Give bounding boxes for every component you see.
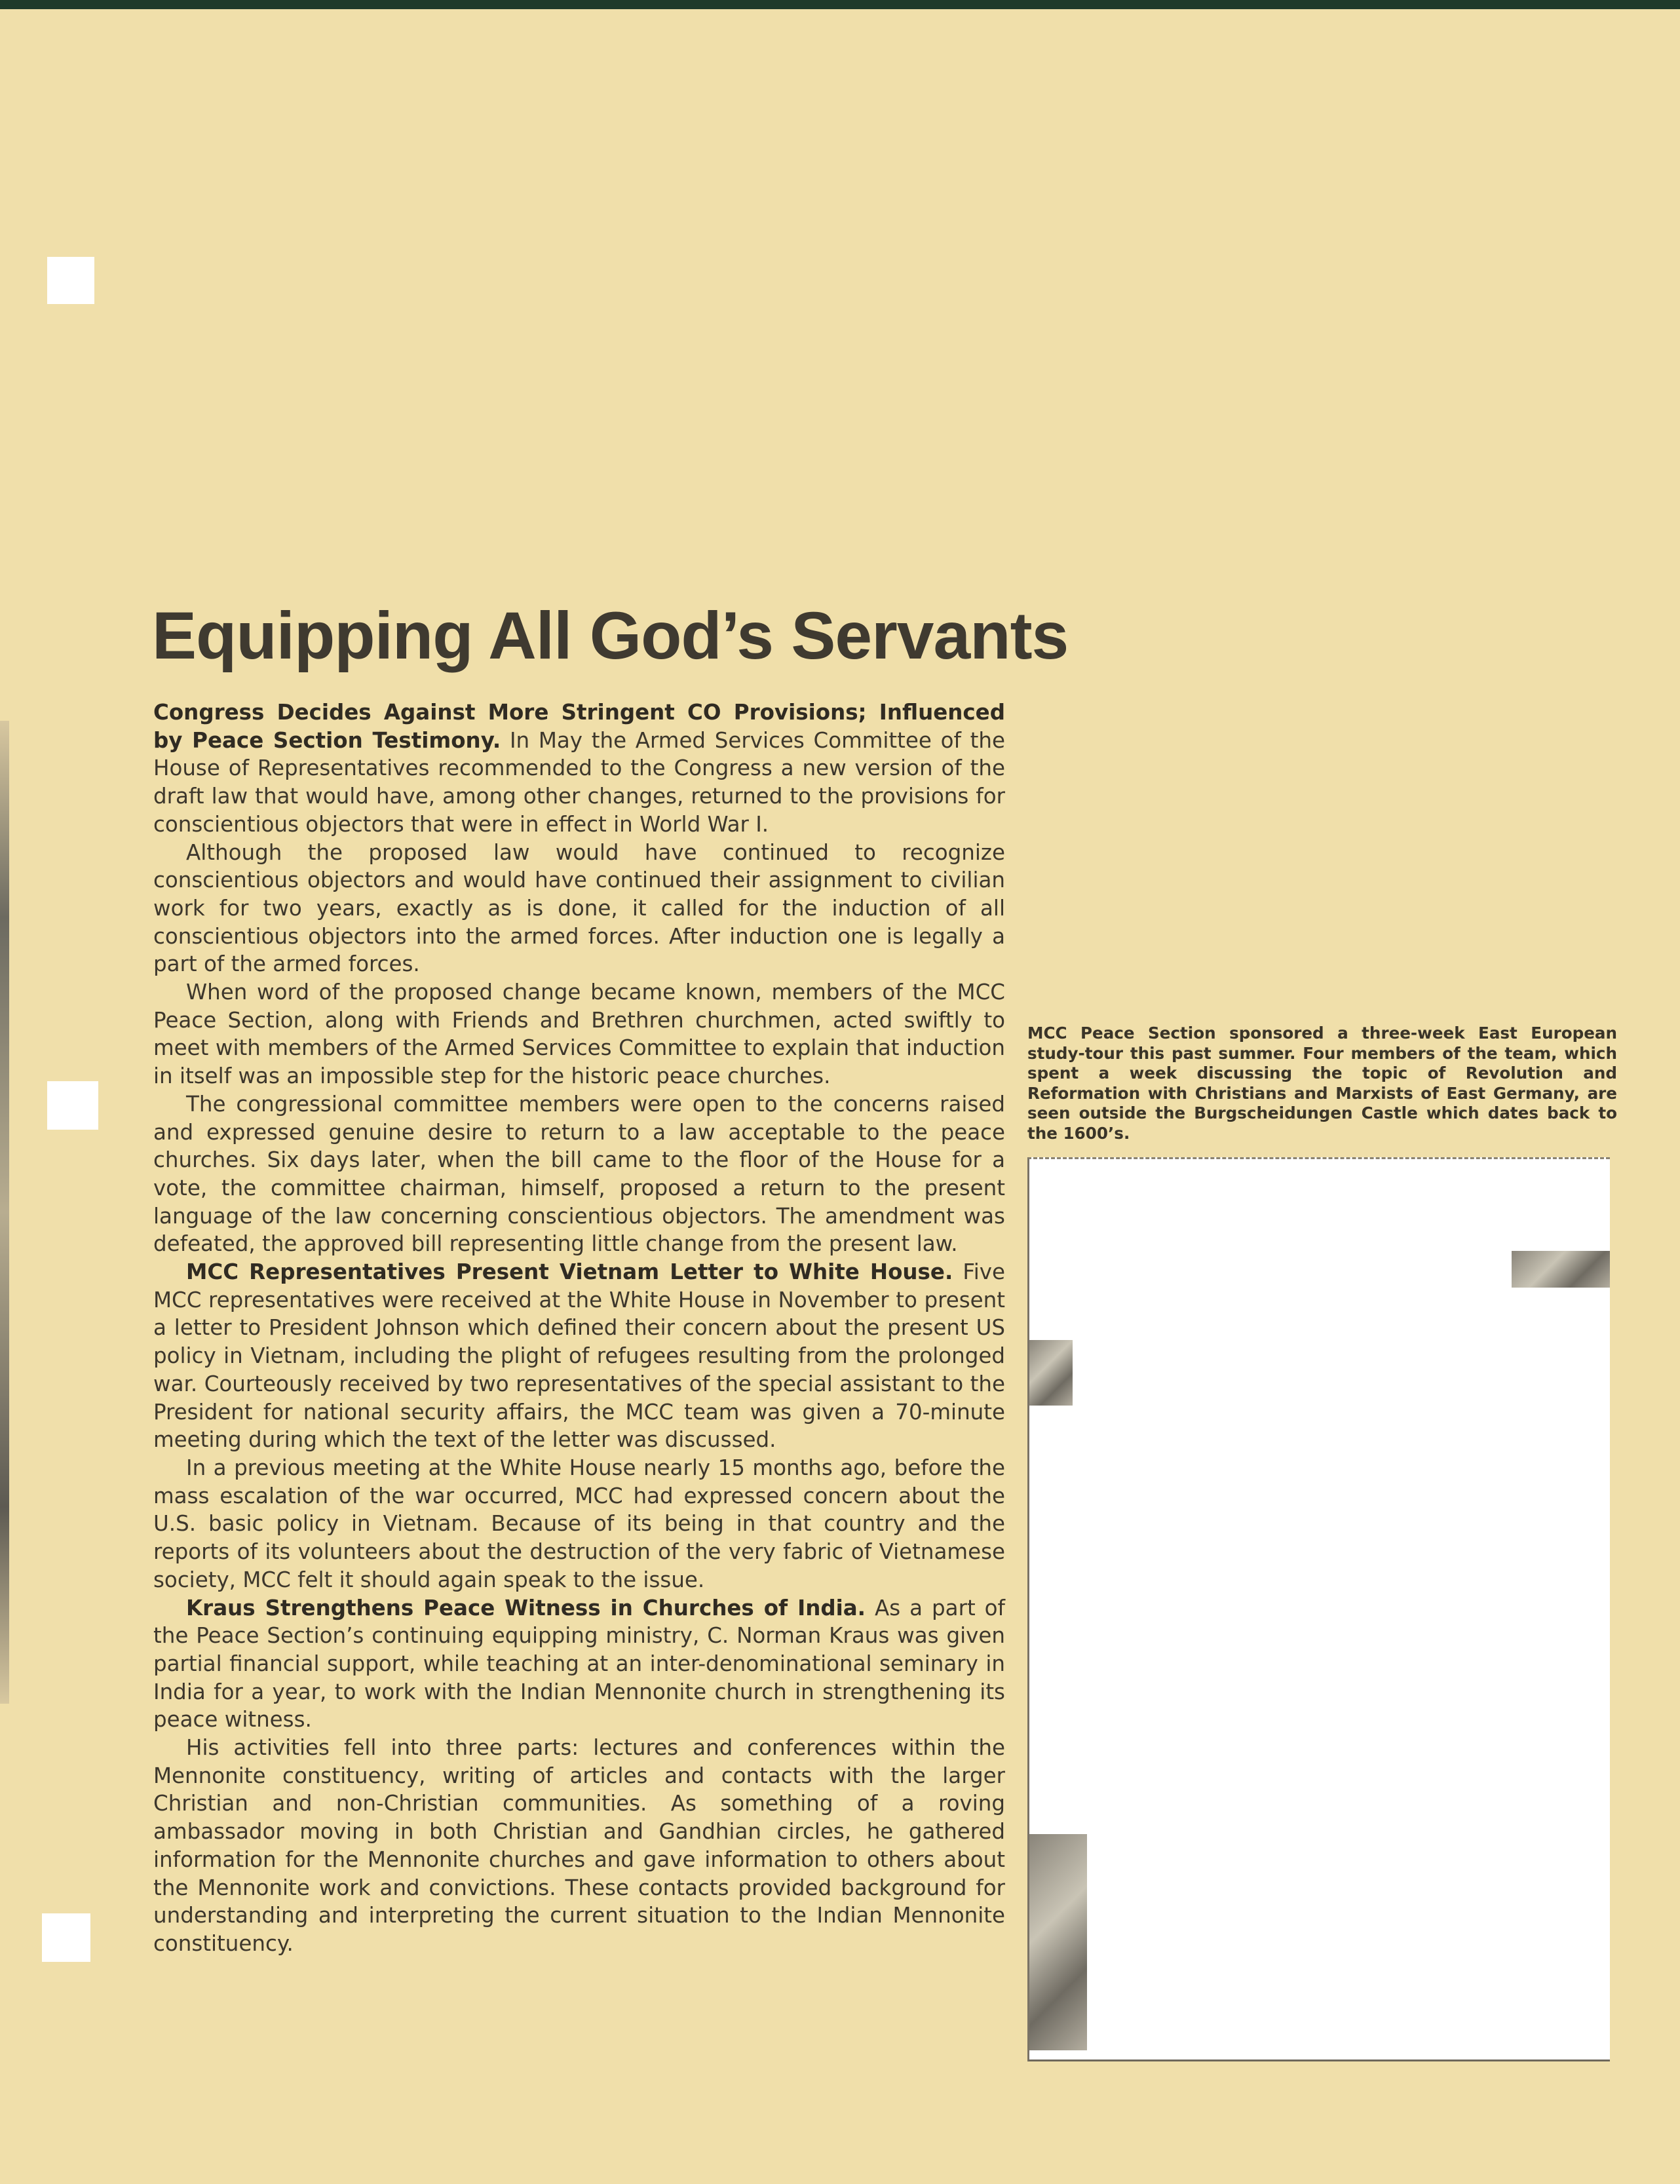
punch-hole-middle [47,1081,98,1130]
section-heading: Congress Decides Against More Stringent CO Provisions; Influenced by Peace Section Testimony. [153,700,1005,753]
article-title: Equipping All God’s Servants [152,598,1069,673]
section-heading: Kraus Strengthens Peace Witness in Churches of India. [186,1595,866,1620]
article-paragraph: The congressional committee members were open to the concerns raised and expressed genuine desire to return to a law acceptable to the peace churches. Six days later, when the bill came to the floor of the House for a vote, the committee chairman, himself, proposed a return to the present language of the law concerning conscientious objectors. The amendment was defeated, the approved bill representing little change from the present law. [153,1091,1005,1257]
photo-fragment [1029,1340,1073,1406]
section-heading: MCC Representatives Present Vietnam Letter to White House. [186,1259,953,1285]
article-paragraph [153,699,1005,839]
article-paragraph: Although the proposed law would have continued to recognize conscientious objectors and would have continued their assignment to civilian work for two years, exactly as is done, it called for the induction of all conscientious objectors into the armed forces. After induction one is legally a part of the armed forces. [153,839,1005,977]
article-paragraph: When word of the proposed change became known, members of the MCC Peace Section, along with Friends and Brethren churchmen, acted swiftly to meet with members of the Armed Services Committee to explain that induction in itself was an impossible step for the historic peace churches. [153,980,1005,1089]
punch-hole-top [47,257,94,304]
photo-caption: MCC Peace Section sponsored a three-week East European study-tour this past summer. Four members of the team, which spent a week discussing the topic of Revolution and Reformation with Christians and Marxists of East Germany, are seen outside the Burgscheidungen Castle which dates back to the 1600’s. [1027,1024,1617,1143]
article-paragraph: In a previous meeting at the White House nearly 15 months ago, before the mass escalation of the war occurred, MCC had expressed concern about the U.S. basic policy in Vietnam. Because of its being in that country and the reports of its volunteers about the destruction of the very fabric of Vietnamese society, MCC felt it should again speak to the issue. [153,1455,1005,1592]
page-top-edge [0,0,1680,9]
punch-hole-bottom [42,1913,90,1962]
photo-fragment [1512,1251,1610,1288]
article-paragraph [153,1258,1005,1454]
article-paragraph [153,1594,1005,1734]
page-binding-edge [0,721,9,1704]
paragraph-text: As a part of the Peace Section’s continuing equipping ministry, C. Norman Kraus was given partial financial support, while teaching at an inter-denominational seminary in India for a year, to work with the Indian Mennonite church in strengthening its peace witness. [153,1595,1005,1733]
photo-fragment [1029,1834,1087,2050]
article-paragraph: His activities fell into three parts: lectures and conferences within the Mennonite constituency, writing of articles and contacts with the larger Christian and non-Christian communities. As something of a roving ambassador moving in both Christian and Gandhian circles, he gathered information for the Mennonite churches and gave information to others about the Mennonite work and convictions. These contacts provided background for understanding and interpreting the current situation to the Indian Mennonite constituency. [153,1735,1005,1956]
paragraph-text: Five MCC representatives were received at the White House in November to present a letter to President Johnson which defined their concern about the present US policy in Vietnam, including the plight of refugees resulting from the prolonged war. Courteously received by two representatives of the special assistant to the President for national security affairs, the MCC team was given a 70-minute meeting during which the text of the letter was discussed. [153,1259,1005,1453]
article-body [153,699,1005,1958]
photo-placeholder [1027,1157,1610,2061]
paragraph-text: In May the Armed Services Committee of the House of Representatives recommended to the Congress a new version of the draft law that would have, among other changes, returned to the provisions for conscientious objectors that were in effect in World War I. [153,727,1005,837]
